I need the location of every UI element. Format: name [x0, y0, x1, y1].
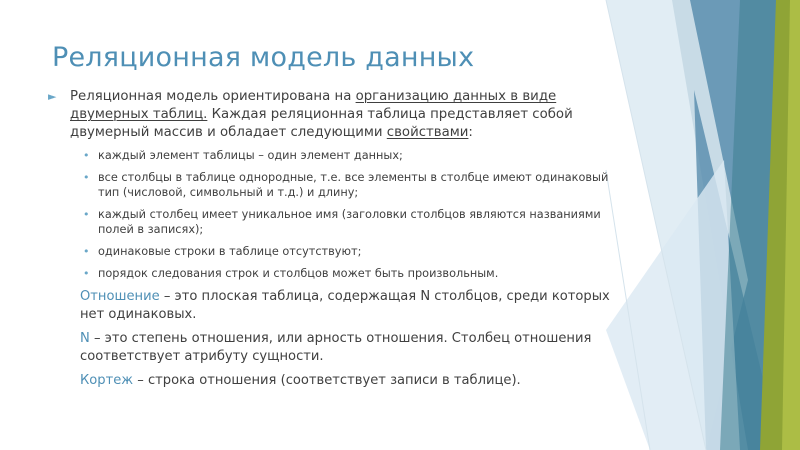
hyperlink-data-organization[interactable]: организацию данных в виде двумерных таблиц.: [70, 89, 557, 122]
relation-text: – это плоская таблица, содержащая N столбцов, среди которых нет одинаковых.: [80, 289, 610, 322]
bullet-dot-icon: •: [83, 208, 90, 221]
bullet-dot-icon: •: [83, 245, 90, 258]
bullet-dot-icon: •: [83, 267, 90, 280]
tuple-definition: [48, 372, 628, 390]
intro-text-start: Реляционная модель ориентирована на: [70, 89, 356, 104]
properties-list: [48, 148, 628, 281]
hyperlink-properties[interactable]: свойствами: [386, 125, 469, 140]
list-item-text: все столбцы в таблице однородные, т.е. все элементы в столбце имеют одинаковый тип (числовой, символьный и т.д.) и длину;: [98, 171, 609, 199]
degree-term: N: [80, 331, 90, 346]
degree-text: – это степень отношения, или арность отношения. Столбец отношения соответствует атрибуту сущности.: [80, 331, 592, 364]
relation-definition: [48, 288, 628, 324]
list-item: [48, 244, 628, 259]
bullet-dot-icon: •: [83, 149, 90, 162]
arrow-bullet-icon: ►: [48, 90, 57, 103]
intro-paragraph: [48, 88, 628, 142]
list-item-text: каждый элемент таблицы – один элемент данных;: [98, 149, 403, 162]
intro-text-end: :: [468, 125, 473, 140]
degree-definition: [48, 330, 628, 366]
relation-term: Отношение: [80, 289, 160, 304]
slide-body: [48, 88, 628, 396]
list-item: [48, 207, 628, 237]
tuple-term: Кортеж: [80, 373, 134, 388]
tuple-text: – строка отношения (соответствует записи в таблице).: [133, 373, 521, 388]
list-item: [48, 266, 628, 281]
list-item-text: порядок следования строк и столбцов может быть произвольным.: [98, 267, 499, 280]
list-item: [48, 148, 628, 163]
slide-title: Реляционная модель данных: [52, 42, 475, 73]
list-item-text: одинаковые строки в таблице отсутствуют;: [98, 245, 362, 258]
list-item: [48, 170, 628, 200]
bullet-dot-icon: •: [83, 171, 90, 184]
list-item-text: каждый столбец имеет уникальное имя (заголовки столбцов являются названиями полей в записях);: [98, 208, 601, 236]
intro-text-middle: Каждая реляционная таблица представляет собой двумерный массив и обладает следующими: [70, 107, 573, 140]
